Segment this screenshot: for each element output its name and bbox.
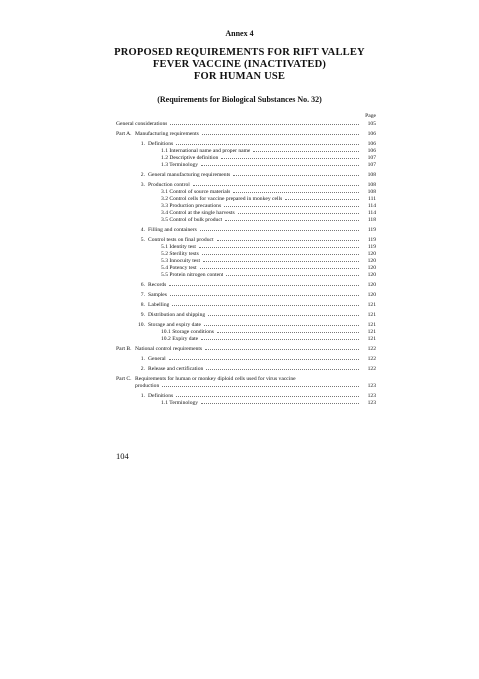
- toc-entry-label: Manufacturing requirements: [135, 131, 199, 137]
- toc-entry-number: 1.: [140, 141, 145, 147]
- toc-entry-label: 1.1 International name and proper name: [161, 148, 251, 154]
- toc-page-number: 108: [367, 172, 376, 178]
- toc-part-label: Part B.: [116, 346, 132, 352]
- toc-entry: [116, 383, 376, 390]
- annex-label: Annex 4: [225, 29, 254, 38]
- toc-entry-number: 2.: [140, 172, 145, 178]
- toc-entry: [116, 251, 376, 258]
- toc-page-number: 122: [367, 366, 376, 372]
- toc-leader-dots: [253, 151, 359, 152]
- toc-entry-label: Distribution and shipping: [148, 312, 206, 318]
- toc-entry: [116, 393, 376, 400]
- table-of-contents: [116, 113, 376, 407]
- toc-leader-dots: [172, 305, 359, 306]
- toc-entry-label: Labelling: [148, 302, 170, 308]
- toc-entry: [116, 203, 376, 210]
- toc-page-number: 106: [367, 141, 376, 147]
- toc-entry-label: 3.1 Control of source materials: [161, 189, 231, 195]
- toc-entry-label: National control requirements: [135, 346, 203, 352]
- toc-page-number: 114: [367, 203, 376, 209]
- toc-entry-label: Definitions: [148, 141, 174, 147]
- toc-page-number: 119: [367, 237, 376, 243]
- toc-page-number: 108: [367, 189, 376, 195]
- toc-page-number: 119: [367, 227, 376, 233]
- toc-page-number: 121: [367, 336, 376, 342]
- toc-page-number: 122: [367, 346, 376, 352]
- toc-entry: [116, 336, 376, 343]
- toc-page-number: 107: [367, 155, 376, 161]
- toc-entry-number: 8.: [140, 302, 145, 308]
- toc-entry: [116, 155, 376, 162]
- toc-entry: [116, 227, 376, 234]
- toc-entry-label: 5.1 Identity test: [161, 244, 196, 250]
- toc-page-number: 120: [367, 258, 376, 264]
- toc-leader-dots: [176, 144, 359, 145]
- toc-page-number: 120: [367, 251, 376, 257]
- toc-part-label: Part A.: [116, 131, 132, 137]
- toc-entry-label: 3.5 Control of bulk product: [161, 217, 223, 223]
- toc-leader-dots: [225, 220, 359, 221]
- toc-entry: [116, 356, 376, 363]
- toc-entry-label: 1.3 Terminology: [161, 162, 199, 168]
- toc-page-number: 121: [367, 312, 376, 318]
- toc-entry: [116, 272, 376, 279]
- toc-leader-dots: [199, 247, 359, 248]
- toc-entry: [116, 292, 376, 299]
- toc-entry-number: 1.: [140, 356, 145, 362]
- toc-entry: [116, 141, 376, 148]
- toc-page-number: 121: [367, 302, 376, 308]
- toc-entry-label: 1.2 Descriptive definition: [161, 155, 219, 161]
- toc-leader-dots: [203, 261, 359, 262]
- toc-entry-label: Requirements for human or monkey diploid cells used for virus vaccine: [135, 376, 296, 382]
- toc-entry-label: production: [135, 383, 160, 389]
- toc-entry: [116, 210, 376, 217]
- toc-entry: [116, 244, 376, 251]
- toc-leader-dots: [285, 199, 359, 200]
- toc-entry: [116, 258, 376, 265]
- toc-leader-dots: [233, 192, 359, 193]
- toc-entry: [116, 329, 376, 336]
- toc-entry: [116, 182, 376, 189]
- toc-page-number: 120: [367, 265, 376, 271]
- toc-leader-dots: [193, 185, 359, 186]
- toc-entry: [116, 302, 376, 309]
- toc-entry: [116, 237, 376, 244]
- toc-entry-label: 10.1 Storage conditions: [161, 329, 214, 335]
- toc-entry: [116, 376, 376, 383]
- toc-entry: [116, 131, 376, 138]
- toc-entry-label: Release and certification: [148, 366, 204, 372]
- toc-page-number: 114: [367, 210, 376, 216]
- toc-page-number: 120: [367, 272, 376, 278]
- toc-entry-label: 5.2 Sterility tests: [161, 251, 199, 257]
- toc-entry: [116, 366, 376, 373]
- toc-entry-number: 4.: [140, 227, 145, 233]
- toc-page-number: 119: [367, 244, 376, 250]
- toc-entry-label: 5.5 Protein nitrogen content: [161, 272, 224, 278]
- toc-leader-dots: [169, 285, 359, 286]
- toc-page-number: 106: [367, 131, 376, 137]
- toc-page-number: 120: [367, 292, 376, 298]
- toc-part-label: Part C.: [116, 376, 132, 382]
- toc-entry: [116, 217, 376, 224]
- toc-entry: [116, 162, 376, 169]
- toc-entries: [116, 121, 376, 407]
- toc-page-number: 107: [367, 162, 376, 168]
- toc-entry-label: Samples: [148, 292, 167, 298]
- toc-leader-dots: [205, 349, 359, 350]
- toc-entry-label: General: [148, 356, 166, 362]
- toc-entry-label: Filling and containers: [148, 227, 197, 233]
- toc-page-number: 108: [367, 182, 376, 188]
- toc-leader-dots: [221, 158, 359, 159]
- toc-entry-number: 2.: [140, 366, 145, 372]
- toc-leader-dots: [217, 240, 359, 241]
- toc-page-number: 120: [367, 282, 376, 288]
- toc-entry-label: General considerations: [116, 121, 168, 127]
- toc-page-number: 123: [367, 400, 376, 406]
- toc-leader-dots: [238, 213, 359, 214]
- toc-page-number: 118: [367, 217, 376, 223]
- toc-entry-label: 3.2 Control cells for vaccine prepared in monkey cells: [161, 196, 283, 202]
- toc-entry-number: 3.: [140, 182, 145, 188]
- toc-leader-dots: [208, 315, 359, 316]
- toc-entry: [116, 196, 376, 203]
- toc-entry-label: Definitions: [148, 393, 174, 399]
- toc-leader-dots: [176, 396, 359, 397]
- toc-leader-dots: [202, 254, 359, 255]
- toc-entry: [116, 322, 376, 329]
- toc-entry: [116, 282, 376, 289]
- toc-entry-label: 5.3 Innocuity test: [161, 258, 200, 264]
- title-line: FOR HUMAN USE: [193, 71, 286, 82]
- document-subtitle: (Requirements for Biological Substances No. 32): [157, 95, 322, 104]
- toc-leader-dots: [200, 230, 359, 231]
- toc-leader-dots: [202, 134, 359, 135]
- toc-entry-number: 1.: [140, 393, 145, 399]
- toc-page-number: 106: [367, 148, 376, 154]
- toc-leader-dots: [201, 339, 359, 340]
- toc-entry-label: General manufacturing requirements: [148, 172, 231, 178]
- toc-leader-dots: [170, 295, 359, 296]
- toc-entry: [116, 265, 376, 272]
- toc-leader-dots: [217, 332, 359, 333]
- toc-entry-label: Production control: [148, 182, 190, 188]
- toc-leader-dots: [162, 386, 359, 387]
- toc-leader-dots: [201, 165, 359, 166]
- title-line: PROPOSED REQUIREMENTS FOR RIFT VALLEY: [114, 47, 365, 58]
- toc-entry: [116, 346, 376, 353]
- toc-page-number: 105: [367, 121, 376, 127]
- toc-entry: [116, 189, 376, 196]
- toc-page-number: 121: [367, 329, 376, 335]
- toc-leader-dots: [226, 275, 359, 276]
- toc-entry: [116, 400, 376, 407]
- toc-page-number: 122: [367, 356, 376, 362]
- toc-entry: [116, 148, 376, 155]
- toc-entry-number: 7.: [140, 292, 145, 298]
- toc-leader-dots: [233, 175, 359, 176]
- toc-leader-dots: [169, 359, 359, 360]
- page-column-heading: Page: [365, 113, 376, 119]
- toc-entry: [116, 121, 376, 128]
- toc-entry-label: 5.4 Potency test: [161, 265, 197, 271]
- toc-page-number: 121: [367, 322, 376, 328]
- document-title: [0, 47, 479, 83]
- toc-entry-label: Records: [148, 282, 167, 288]
- toc-page-number: 111: [368, 196, 376, 202]
- toc-entry-label: Control tests on final product: [148, 237, 214, 243]
- toc-entry: [116, 172, 376, 179]
- title-line: FEVER VACCINE (INACTIVATED): [152, 59, 327, 70]
- toc-entry-number: 10.: [138, 322, 145, 328]
- toc-entry-number: 6.: [140, 282, 145, 288]
- toc-leader-dots: [206, 369, 359, 370]
- toc-entry: [116, 312, 376, 319]
- toc-page-number: 123: [367, 383, 376, 389]
- toc-entry-label: 3.3 Production precautions: [161, 203, 222, 209]
- toc-entry-number: 5.: [140, 237, 145, 243]
- toc-leader-dots: [224, 206, 359, 207]
- toc-entry-label: Storage and expiry date: [148, 322, 201, 328]
- page-number: 104: [116, 451, 129, 461]
- toc-leader-dots: [204, 325, 359, 326]
- toc-leader-dots: [200, 268, 359, 269]
- toc-leader-dots: [170, 124, 359, 125]
- toc-leader-dots: [201, 403, 359, 404]
- toc-page-number: 123: [367, 393, 376, 399]
- toc-entry-label: 1.1 Terminology: [161, 400, 199, 406]
- toc-entry-label: 10.2 Expiry date: [161, 336, 199, 342]
- toc-entry-number: 9.: [140, 312, 145, 318]
- toc-entry-label: 3.4 Control at the single harvests: [161, 210, 235, 216]
